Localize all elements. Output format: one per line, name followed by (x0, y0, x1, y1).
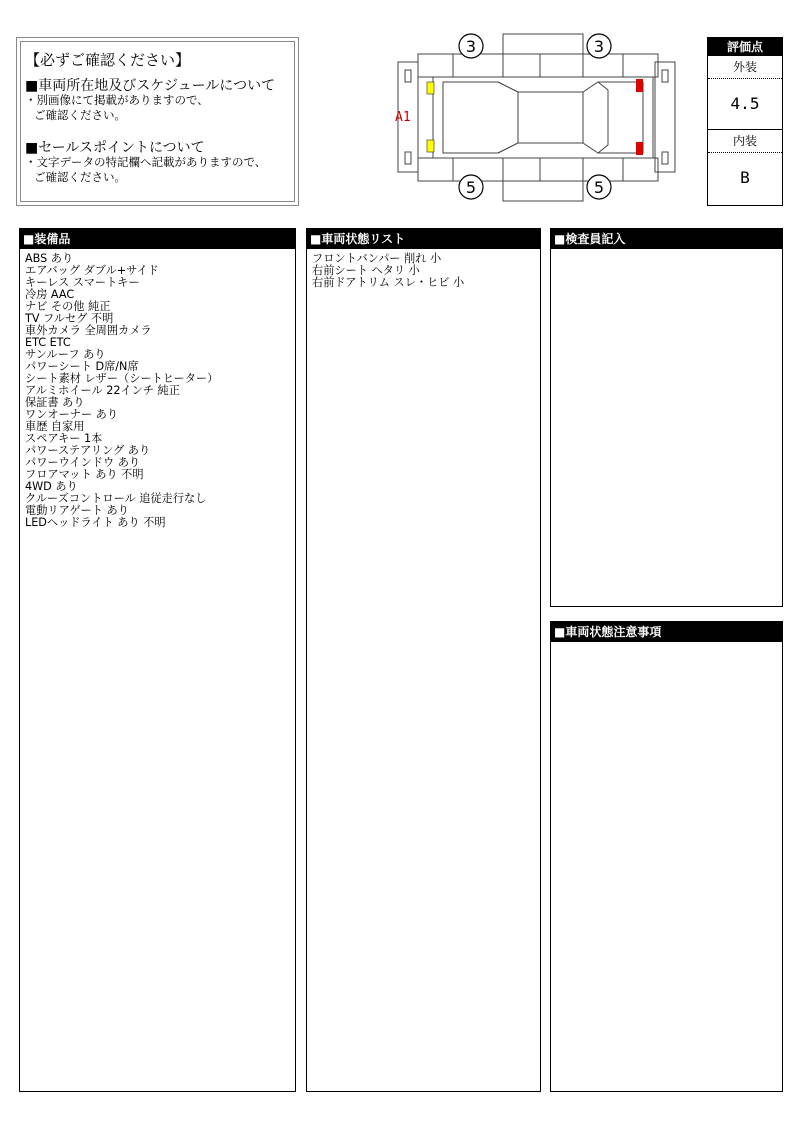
notice-text-sales-2: ご確認ください。 (34, 170, 126, 184)
exterior-value: 4.5 (730, 94, 760, 113)
tire-rear-left-value: 3 (593, 37, 605, 56)
equipment-item: クルーズコントロール 追従走行なし (25, 492, 207, 505)
equipment-item: スペアキー 1本 (25, 432, 103, 445)
interior-value: B (740, 168, 750, 187)
equipment-list (25, 253, 295, 529)
equipment-item: 保証書 あり (25, 396, 85, 409)
equipment-item: 4WD あり (25, 480, 78, 493)
condition-panel (306, 228, 541, 1092)
equipment-header: ■装備品 (20, 229, 295, 249)
equipment-item: ナビ その他 純正 (25, 300, 111, 313)
caution-panel (550, 621, 783, 1092)
notice-heading-sales: ■セールスポイントについて (25, 140, 205, 156)
equipment-item: サンルーフ あり (25, 348, 106, 361)
vehicle-diagram (393, 30, 685, 205)
caution-header: ■車両状態注意事項 (551, 622, 782, 642)
tire-front-right-value: 5 (465, 178, 477, 197)
equipment-item: 電動リアゲート あり (25, 504, 129, 517)
grade-box (707, 37, 783, 206)
notice-text-location-1: ・別画像にて掲載がありますので、 (25, 93, 209, 107)
rear-window-outline (598, 82, 608, 153)
equipment-item: 車外カメラ 全周囲カメラ (25, 324, 152, 337)
inspector-header: ■検査員記入 (551, 229, 782, 249)
exterior-label: 外装 (708, 56, 782, 79)
tire-rear-right-value: 5 (593, 178, 605, 197)
condition-item: フロントバンパー 削れ 小 (312, 252, 442, 265)
rear-bumper-outline (655, 62, 675, 172)
equipment-item: ワンオーナー あり (25, 408, 119, 421)
notice-inner-border (20, 41, 295, 202)
equipment-item: エアバッグ ダブル+サイド (25, 264, 159, 277)
notice-text-location-2: ご確認ください。 (34, 108, 126, 122)
car-side-bottom-outline (418, 158, 658, 181)
equipment-item: 冷房 AAC (25, 288, 75, 301)
damage-code-label: A1 (395, 110, 411, 125)
car-side-top-outline (418, 54, 658, 77)
tire-front-left-value: 3 (465, 37, 477, 56)
equipment-item: シート素材 レザー（シートヒーター） (25, 372, 219, 385)
equipment-item: パワーシート D席/N席 (25, 360, 139, 373)
equipment-item: パワーウインドウ あり (25, 456, 141, 469)
interior-label: 内装 (708, 130, 782, 153)
equipment-item: TV フルセグ 不明 (25, 312, 114, 325)
condition-item: 右前シート ヘタリ 小 (312, 264, 420, 277)
equipment-panel (19, 228, 296, 1092)
condition-header: ■車両状態リスト (307, 229, 540, 249)
equipment-item: キーレス スマートキー (25, 276, 140, 289)
car-roof-top-outline (503, 34, 583, 54)
equipment-item: アルミホイール 22インチ 純正 (25, 384, 180, 397)
condition-list (312, 253, 540, 289)
inspector-panel (550, 228, 783, 607)
equipment-item: ABS あり (25, 252, 74, 265)
yellow-mark-upper (427, 82, 434, 94)
notice-heading-location: ■車両所在地及びスケジュールについて (25, 78, 276, 94)
notice-title: 【必ずご確認ください】 (25, 51, 191, 69)
car-top-view-outline (433, 77, 653, 158)
grade-header: 評価点 (708, 38, 782, 56)
condition-item: 右前ドアトリム スレ・ヒビ 小 (312, 276, 465, 289)
notice-box (16, 37, 299, 206)
equipment-item: パワーステアリング あり (25, 444, 151, 457)
windshield-outline (498, 82, 518, 153)
red-mark-upper (636, 79, 643, 92)
equipment-item: 車歴 自家用 (25, 420, 85, 433)
yellow-mark-lower (427, 140, 434, 152)
equipment-item: ETC ETC (25, 336, 71, 349)
notice-text-sales-1: ・文字データの特記欄へ記載がありますので、 (25, 155, 267, 169)
equipment-item: LEDヘッドライト あり 不明 (25, 516, 166, 529)
equipment-item: フロアマット あり 不明 (25, 468, 144, 481)
red-mark-lower (636, 142, 643, 155)
car-roof-bottom-outline (503, 181, 583, 201)
